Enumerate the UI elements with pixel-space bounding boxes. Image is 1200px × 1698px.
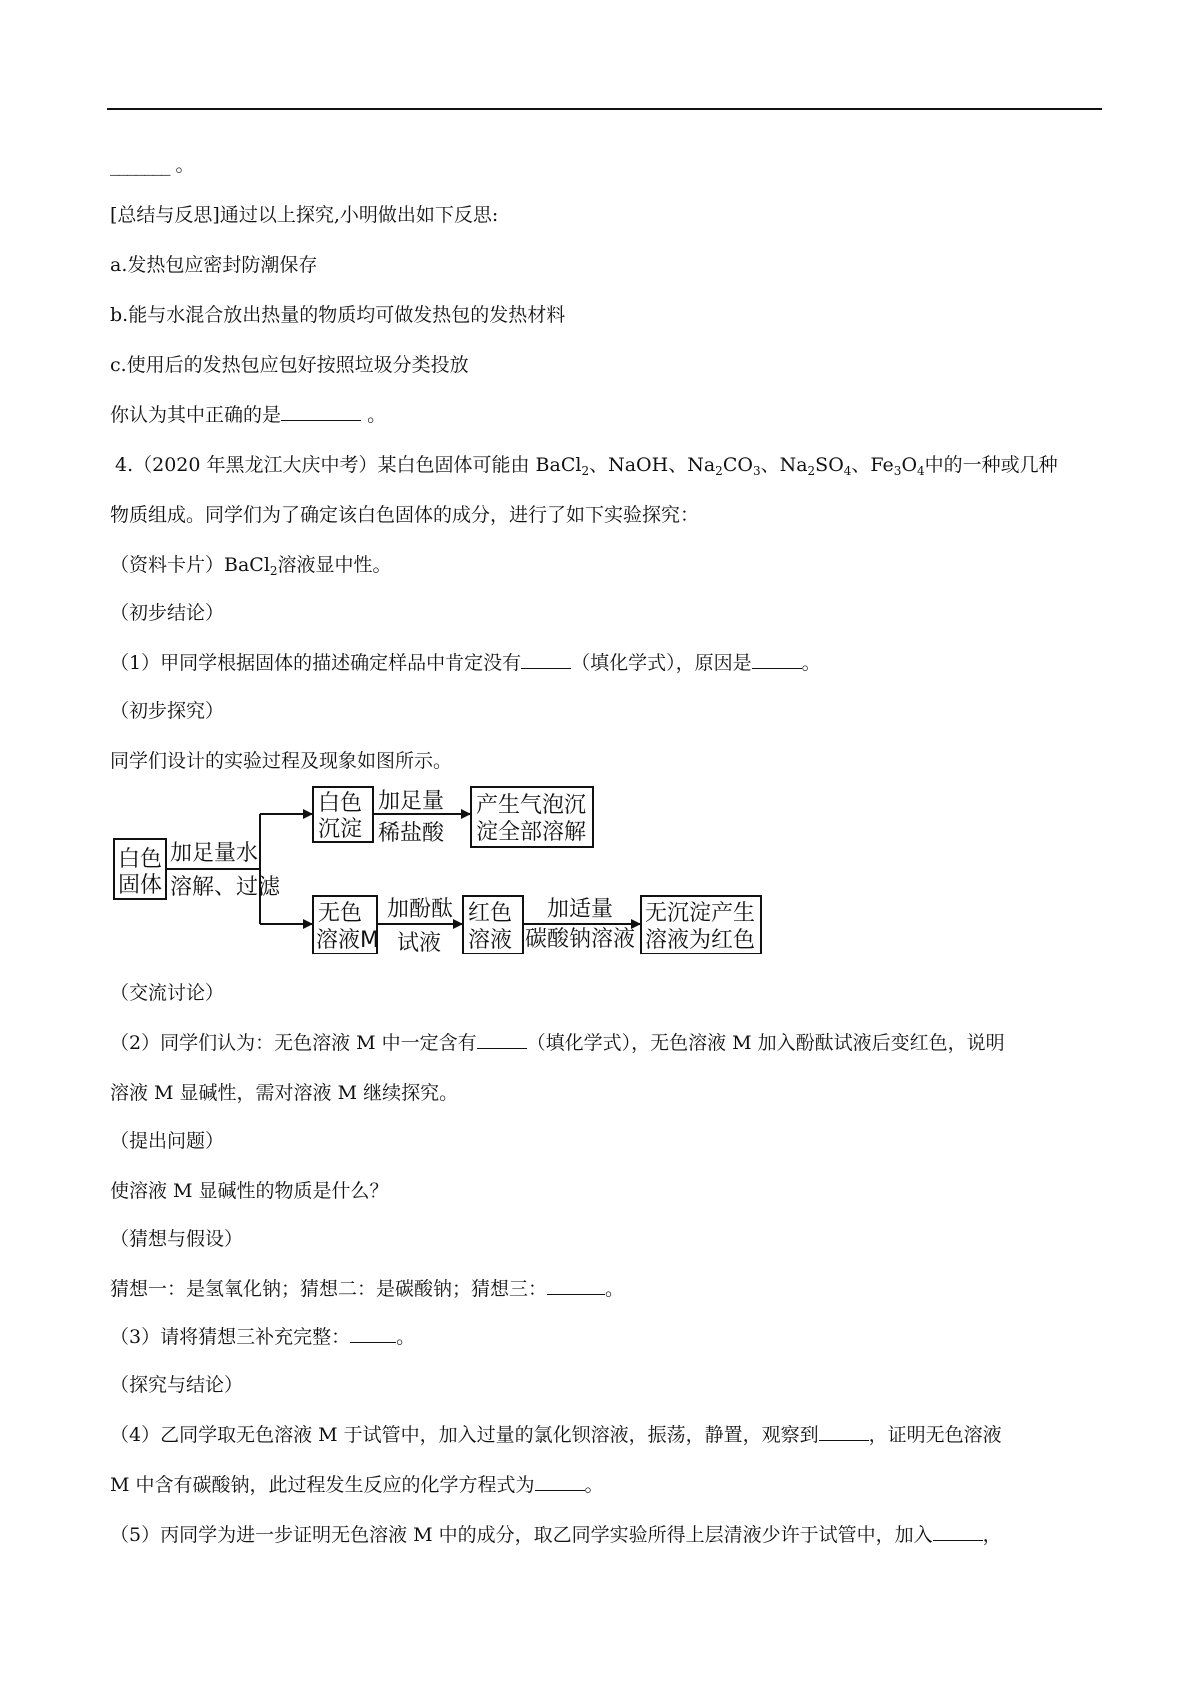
flow-label: 溶液为红色: [645, 928, 756, 953]
hypotheses: 猜想一：是氢氧化钠；猜想二：是碳酸钠；猜想三： 。: [110, 1278, 625, 1300]
flow-label: 溶液: [468, 928, 513, 953]
flow-label: 加酚酞: [387, 897, 454, 922]
heading-hypothesis: （猜想与假设）: [110, 1228, 244, 1250]
heading-question: （提出问题）: [110, 1130, 225, 1152]
answer-blank: [477, 1030, 527, 1049]
flow-label: 沉淀: [318, 817, 363, 842]
flow-label: 试液: [397, 931, 442, 954]
experiment-intro: 同学们设计的实验过程及现象如图所示。: [110, 750, 453, 772]
flow-label: 白色: [318, 791, 363, 816]
flow-label: 溶液M: [316, 928, 379, 953]
question-2: （2）同学们认为：无色溶液 M 中一定含有 （填化学式），无色溶液 M 加入酚酞试液后变红色，说明: [110, 1032, 1005, 1054]
answer-blank: [547, 1276, 605, 1295]
question-4-part: （4）乙同学取无色溶液 M 于试管中，加入过量的氯化钡溶液，振荡，静置，观察到 ，证明无色溶液: [110, 1424, 1002, 1446]
question-4-stem: 4.（2020 年黑龙江大庆中考）某白色固体可能由 BaCl$_2$、NaOH、$Na_2CO_3$、$Na_2SO_4$、$Fe_3O_4$中的一种或几种: [115, 454, 1058, 478]
question-4-stem-line2: 物质组成。同学们为了确定该白色固体的成分，进行了如下实验探究：: [110, 504, 700, 526]
flow-label: 产生气泡沉: [476, 793, 587, 818]
flow-label: 碳酸钠溶液: [525, 927, 636, 952]
flow-label: 加足量: [378, 789, 445, 814]
question-4-part-line2: M 中含有碳酸钠，此过程发生反应的化学方程式为 。: [110, 1474, 604, 1496]
heading-conclusion: （探究与结论）: [110, 1374, 244, 1396]
question-1: （1）甲同学根据固体的描述确定样品中肯定没有 （填化学式），原因是 。: [110, 652, 821, 674]
header-rule: [107, 108, 1102, 110]
question-5: （5）丙同学为进一步证明无色溶液 M 中的成分，取乙同学实验所得上层清液少许于试管中，加入 ，: [110, 1524, 1002, 1546]
research-question: 使溶液 M 显碱性的物质是什么？: [110, 1180, 389, 1202]
heading-preliminary-exploration: （初步探究）: [110, 700, 225, 722]
answer-blank: [535, 1472, 585, 1491]
summary-heading: [总结与反思]通过以上探究,小明做出如下反思:: [110, 204, 499, 226]
info-card: （资料卡片）BaCl$_2$溶液显中性。: [110, 554, 392, 578]
flow-label: 红色: [468, 901, 513, 926]
reflection-c: c.使用后的发热包应包好按照垃圾分类投放: [110, 354, 469, 376]
experiment-flowchart: [112, 784, 792, 954]
flow-label: 淀全部溶解: [476, 820, 587, 845]
flow-label: 加适量: [547, 897, 614, 922]
reflection-b: b.能与水混合放出热量的物质均可做发热包的发热材料: [110, 304, 566, 326]
heading-preliminary-conclusion: （初步结论）: [110, 602, 225, 624]
flow-label: 溶解、过滤: [170, 875, 281, 900]
flow-label: 稀盐酸: [378, 821, 445, 846]
answer-blank: [521, 650, 571, 669]
flow-label: 加足量水: [170, 841, 259, 866]
reflection-a: a.发热包应密封防潮保存: [110, 254, 318, 276]
answer-blank: [752, 650, 802, 669]
answer-blank: [281, 402, 361, 421]
flow-label: 无色: [318, 901, 363, 926]
answer-blank: _______: [110, 154, 170, 176]
question-3: （3）请将猜想三补充完整： 。: [110, 1326, 416, 1348]
answer-blank: [819, 1422, 869, 1441]
flow-label: 无沉淀产生: [645, 901, 756, 926]
flow-label: 白色: [118, 847, 163, 872]
heading-discussion: （交流讨论）: [110, 982, 225, 1004]
question-2-line2: 溶液 M 显碱性，需对溶液 M 继续探究。: [110, 1082, 459, 1104]
text-line-1: _______ 。: [110, 154, 195, 176]
answer-blank: [350, 1324, 396, 1343]
flow-label: 固体: [118, 873, 163, 898]
reflection-question: 你认为其中正确的是 。: [110, 404, 387, 426]
answer-blank: [933, 1522, 983, 1541]
